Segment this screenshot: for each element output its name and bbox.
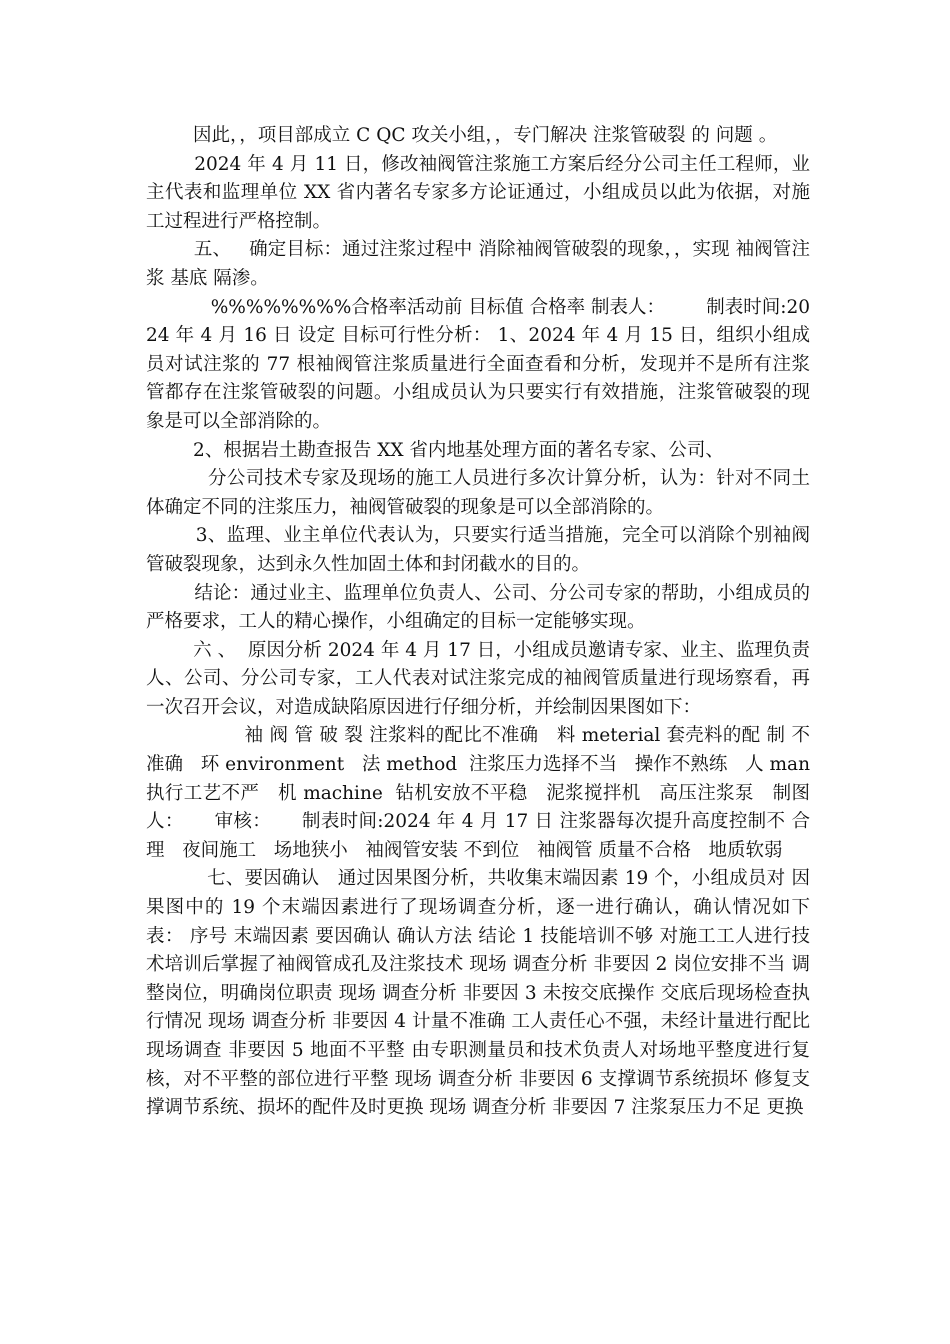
paragraph-section-6-cause: 六 、 原因分析 2024 年 4 月 17 日，小组成员邀请专家、业主、监理负责人、公司、分公司专家，工人代表对试注浆完成的袖阀管质量进行现场察看，再一次召开会议，对造成缺陷原因进行仔细分析，并绘制因果图如下：	[146, 639, 810, 718]
paragraph-feasibility-1: %%%%%%%%合格率活动前 目标值 合格率 制表人： 制表时间:2024 年 4 月 16 日 设定 目标可行性分析： 1、2024 年 4 月 15 日，组织小组成员对试注浆的 77 根袖阀管注浆质量进行全面查看和分析，发现并不是所有注浆管都存在注浆管破裂的问题。小组成员认为只要实行有效措施，注浆管破裂的现象是可以全部消除的。	[146, 296, 810, 432]
paragraph-intro: 因此，，项目部成立 C QC 攻关小组，，专门解决 注浆管破裂 的 问题 。	[146, 125, 778, 146]
paragraph-feasibility-2: 2、根据岩土勘查报告 XX 省内地基处理方面的著名专家、公司、	[146, 439, 724, 461]
document-body	[146, 122, 828, 1123]
paragraph-section-5-goal: 五、 确定目标：通过注浆过程中 消除袖阀管破裂的现象，，实现 袖阀管注浆 基底 隔渗。	[146, 239, 811, 289]
paragraph-plan-approval: 2024 年 4 月 11 日，修改袖阀管注浆施工方案后经分公司主任工程师，业主代表和监理单位 XX 省内著名专家多方论证通过，小组成员以此为依据，对施工过程进行严格控制。	[146, 153, 810, 232]
paragraph-fishbone-text: 袖 阀 管 破 裂 注浆料的配比不准确 料 meterial 套壳料的配 制 不准确 环 environment 法 method 注浆压力选择不当 操作不熟练 人 man 执行工艺不严 机 machine 钻机安放不平稳 泥浆搅拌机 高压注浆泵 制图人： 审核： 制表时间:2024 年 4 月 17 日 注浆器每次提升高度控制不 合理 夜间施工 场地狭小 袖阀管安装 不到位 袖阀管 质量不合格 地质软弱	[146, 725, 828, 861]
paragraph-section-7-confirm: 七、要因确认 通过因果图分析，共收集末端因素 19 个，小组成员对 因果图中的 19 个末端因素进行了现场调查分析，逐一进行确认，确认情况如下表： 序号 末端因素 要因确认 确认方法 结论 1 技能培训不够 对施工工人进行技术培训后掌握了袖阀管成孔及注浆技术 现场 调查分析 非要因 2 岗位安排不当 调整岗位，明确岗位职责 现场 调查分析 非要因 3 未按交底操作 交底后现场检查执行情况 现场 调查分析 非要因 4 计量不准确 工人责任心不强，未经计量进行配比 现场调查 非要因 5 地面不平整 由专职测量员和技术负责人对场地平整度进行复核，对不平整的部位进行平整 现场 调查分析 非要因 6 支撑调节系统损坏 修复支撑调节系统、损坏的配件及时更换 现场 调查分析 非要因 7 注浆泵压力不足 更换	[146, 868, 816, 1119]
paragraph-feasibility-3: 3、监理、业主单位代表认为，只要实行适当措施，完全可以消除个别袖阀管破裂现象，达到永久性加固土体和封闭截水的目的。	[146, 525, 810, 575]
paragraph-conclusion: 结论：通过业主、监理单位负责人、公司、分公司专家的帮助，小组成员的严格要求，工人的精心操作，小组确定的目标一定能够实现。	[146, 582, 810, 633]
paragraph-feasibility-2-cont: 分公司技术专家及现场的施工人员进行多次计算分析，认为：针对不同土体确定不同的注浆压力，袖阀管破裂的现象是可以全部消除的。	[146, 468, 810, 518]
